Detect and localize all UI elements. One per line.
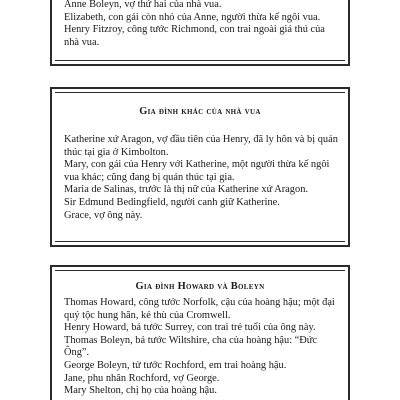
character-entry: Jane, phu nhân Rochford, vợ George. xyxy=(64,372,220,384)
character-entry: George Boleyn, tử tước Rochford, em trai hoàng hậu. xyxy=(64,359,287,371)
bottom-section-text xyxy=(64,297,340,398)
character-entry: Henry Fitzroy, công tước Richmond, con trai ngoài giá thú của nhà vua. xyxy=(64,24,325,48)
character-entry: Henry Howard, bá tước Surrey, con trai trẻ tuổi của ông này. xyxy=(64,322,316,334)
character-entry: Thomas Howard, công tước Norfolk, cậu của hoàng hậu; một đại quý tộc hung hăn, kẻ thù của Cromwell. xyxy=(64,297,335,321)
character-entry: Mary Shelton, chị họ của hoàng hậu. xyxy=(64,385,217,397)
frame-inner-rule xyxy=(55,60,345,61)
frame-inner-rule xyxy=(55,270,345,271)
character-entry: Elizabeth, con gái còn nhỏ của Anne, người thừa kế ngôi vua. xyxy=(64,11,321,23)
frame-inner-rule xyxy=(55,241,345,242)
character-entry: Maria de Salinas, trước là thị nữ của Katherine xứ Aragon. xyxy=(64,184,308,196)
section-heading: Gia đình khác của nhà vua xyxy=(139,106,261,117)
top-section-text xyxy=(64,0,340,49)
section-heading: Gia đình Howard và Boleyn xyxy=(135,281,265,292)
character-entry: Thomas Boleyn, bá tước Wiltshire, cha của hoàng hậu: “Đức Ông”. xyxy=(64,334,318,359)
frame-inner-rule xyxy=(55,92,345,93)
character-entry: Anne Boleyn, vợ thứ hai của nhà vua. xyxy=(64,0,222,10)
character-entry: Mary, con gái của Henry với Katherine, một người thừa kế ngôi vua khác; cũng đang bị quản thúc tại gia. xyxy=(64,159,330,183)
character-entry: Sir Edmund Bedingfield, người canh giữ Katherine. xyxy=(64,196,280,208)
middle-section-text xyxy=(64,134,340,222)
character-entry: Grace, vợ ông này. xyxy=(64,209,143,221)
character-entry: Katherine xứ Aragon, vợ đầu tiên của Henry, đã ly hôn và bị quản thúc tại gia ở Kimbolton. xyxy=(64,134,338,158)
